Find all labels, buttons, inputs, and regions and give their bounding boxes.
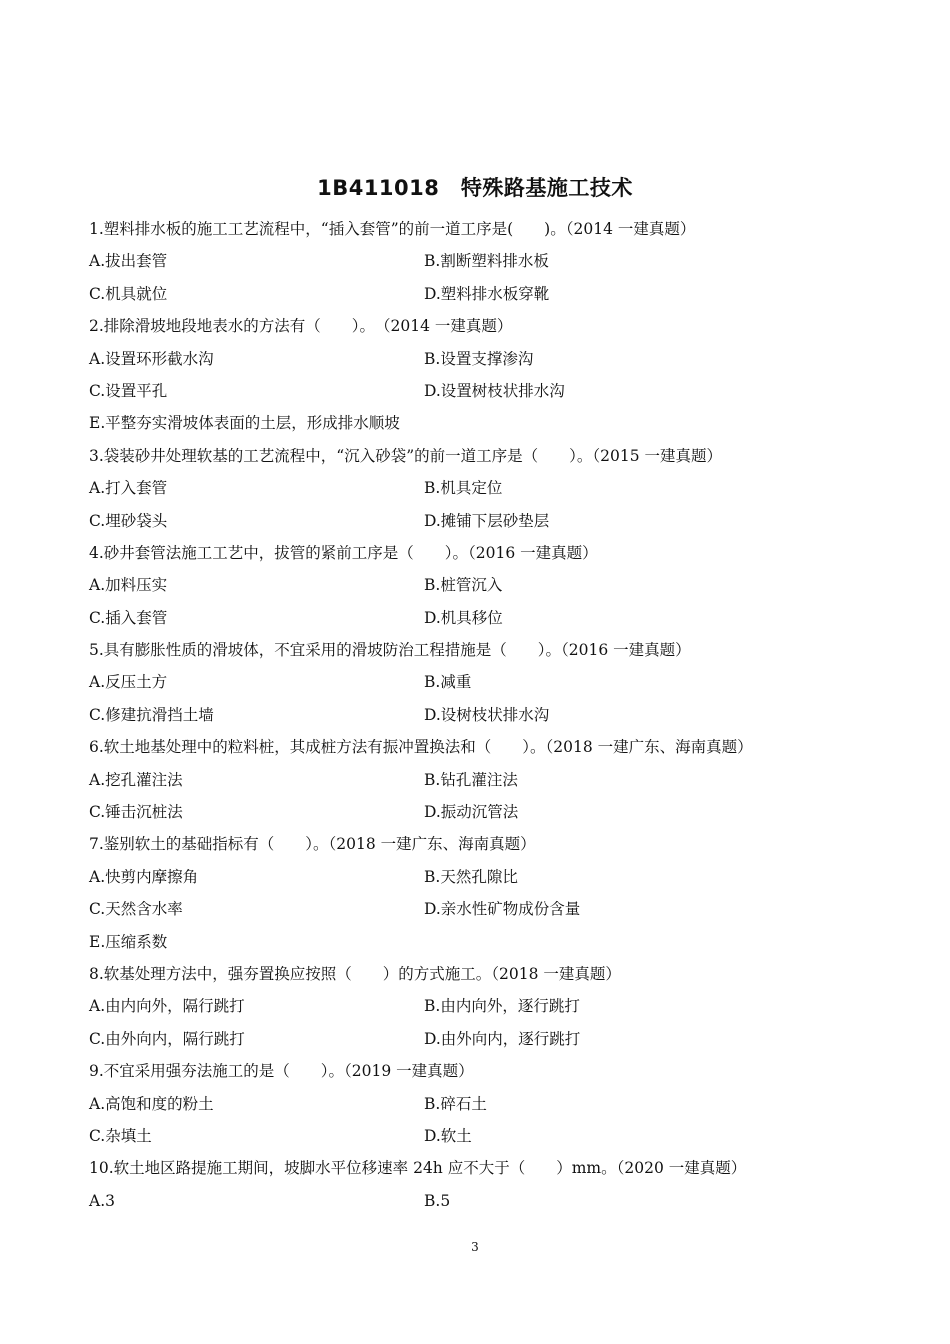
option-row <box>89 505 869 537</box>
option-b: B.机具定位 <box>424 479 503 498</box>
option-row <box>89 375 869 407</box>
option-c: C.机具就位 <box>89 284 168 303</box>
option-b: B.割断塑料排水板 <box>424 252 549 271</box>
option-a: A.快剪内摩擦角 <box>89 867 199 886</box>
question-stem: 8.软基处理方法中，强夯置换应按照（ ）的方式施工。（2018 一建真题） <box>89 964 621 983</box>
option-d: D.塑料排水板穿靴 <box>424 284 550 303</box>
option-b: B.设置支撑渗沟 <box>424 349 534 368</box>
option-c: C.锤击沉桩法 <box>89 803 183 822</box>
question-stem: 10.软土地区路提施工期间，坡脚水平位移速率 24h 应不大于（ ）mm。（2020 一建真题） <box>89 1159 747 1178</box>
option-c: C.设置平孔 <box>89 381 168 400</box>
option-d: D.设置树枝状排水沟 <box>424 381 565 400</box>
option-row <box>89 764 869 796</box>
question-stem: 5.具有膨胀性质的滑坡体，不宜采用的滑坡防治工程措施是（ ）。（2016 一建真题） <box>89 641 691 660</box>
option-d: D.振动沉管法 <box>424 803 519 822</box>
option-row <box>89 1185 869 1217</box>
option-c: C.天然含水率 <box>89 900 183 919</box>
option-b: B.钻孔灌注法 <box>424 770 518 789</box>
option-row <box>89 245 869 277</box>
question-stem: 7.鉴别软土的基础指标有（ ）。（2018 一建广东、海南真题） <box>89 835 536 854</box>
option-a: A.高饱和度的粉土 <box>89 1094 214 1113</box>
option-c: C.杂填土 <box>89 1126 152 1145</box>
option-row <box>89 569 869 601</box>
option-e: E.压缩系数 <box>89 932 168 951</box>
option-d: D.机具移位 <box>424 608 503 627</box>
option-row <box>89 861 869 893</box>
option-d: D.摊铺下层砂垫层 <box>424 511 550 530</box>
option-a: A.由内向外，隔行跳打 <box>89 997 245 1016</box>
option-c: C.埋砂袋头 <box>89 511 168 530</box>
option-b: B.桩管沉入 <box>424 576 503 595</box>
option-e: E.平整夯实滑坡体表面的土层，形成排水顺坡 <box>89 414 400 433</box>
option-b: B.5 <box>424 1191 451 1210</box>
option-b: B.天然孔隙比 <box>424 867 518 886</box>
option-c: C.修建抗滑挡土墙 <box>89 705 214 724</box>
option-row <box>89 278 869 310</box>
question-stem: 4.砂井套管法施工工艺中，拔管的紧前工序是（ ）。（2016 一建真题） <box>89 543 598 562</box>
question-stem: 3.袋装砂井处理软基的工艺流程中，“沉入砂袋”的前一道工序是（ ）。（2015 一建真题） <box>89 446 723 465</box>
option-a: A.拔出套管 <box>89 252 168 271</box>
question-stem: 6.软土地基处理中的粒料桩，其成桩方法有振冲置换法和（ ）。（2018 一建广东、海南真题） <box>89 738 753 757</box>
option-row <box>89 990 869 1022</box>
option-row <box>89 1120 869 1152</box>
option-row <box>89 472 869 504</box>
option-row <box>89 796 869 828</box>
question-list <box>89 213 869 1217</box>
option-row <box>89 699 869 731</box>
option-row <box>89 666 869 698</box>
option-a: A.3 <box>89 1191 115 1210</box>
option-row <box>89 602 869 634</box>
option-a: A.挖孔灌注法 <box>89 770 183 789</box>
option-d: D.软土 <box>424 1126 472 1145</box>
option-d: D.设树枝状排水沟 <box>424 705 550 724</box>
option-c: C.插入套管 <box>89 608 168 627</box>
page-number: 3 <box>471 1240 479 1254</box>
question-stem: 1.塑料排水板的施工工艺流程中，“插入套管”的前一道工序是( )。（2014 一建真题） <box>89 220 696 238</box>
option-row <box>89 1023 869 1055</box>
option-row <box>89 893 869 925</box>
option-b: B.碎石土 <box>424 1094 487 1113</box>
option-a: A.打入套管 <box>89 479 168 498</box>
question-stem: 2.排除滑坡地段地表水的方法有（ ）。 （2014 一建真题） <box>89 317 513 336</box>
option-row <box>89 343 869 375</box>
option-a: A.加料压实 <box>89 576 168 595</box>
option-row <box>89 1088 869 1120</box>
option-b: B.减重 <box>424 673 472 692</box>
option-a: A.设置环形截水沟 <box>89 349 214 368</box>
option-d: D.由外向内，逐行跳打 <box>424 1029 581 1048</box>
option-d: D.亲水性矿物成份含量 <box>424 900 581 919</box>
question-stem: 9.不宜采用强夯法施工的是（ ）。（2019 一建真题） <box>89 1062 474 1081</box>
page-title: 1B411018 特殊路基施工技术 <box>317 176 633 200</box>
option-c: C.由外向内，隔行跳打 <box>89 1029 245 1048</box>
option-b: B.由内向外，逐行跳打 <box>424 997 580 1016</box>
option-a: A.反压土方 <box>89 673 168 692</box>
